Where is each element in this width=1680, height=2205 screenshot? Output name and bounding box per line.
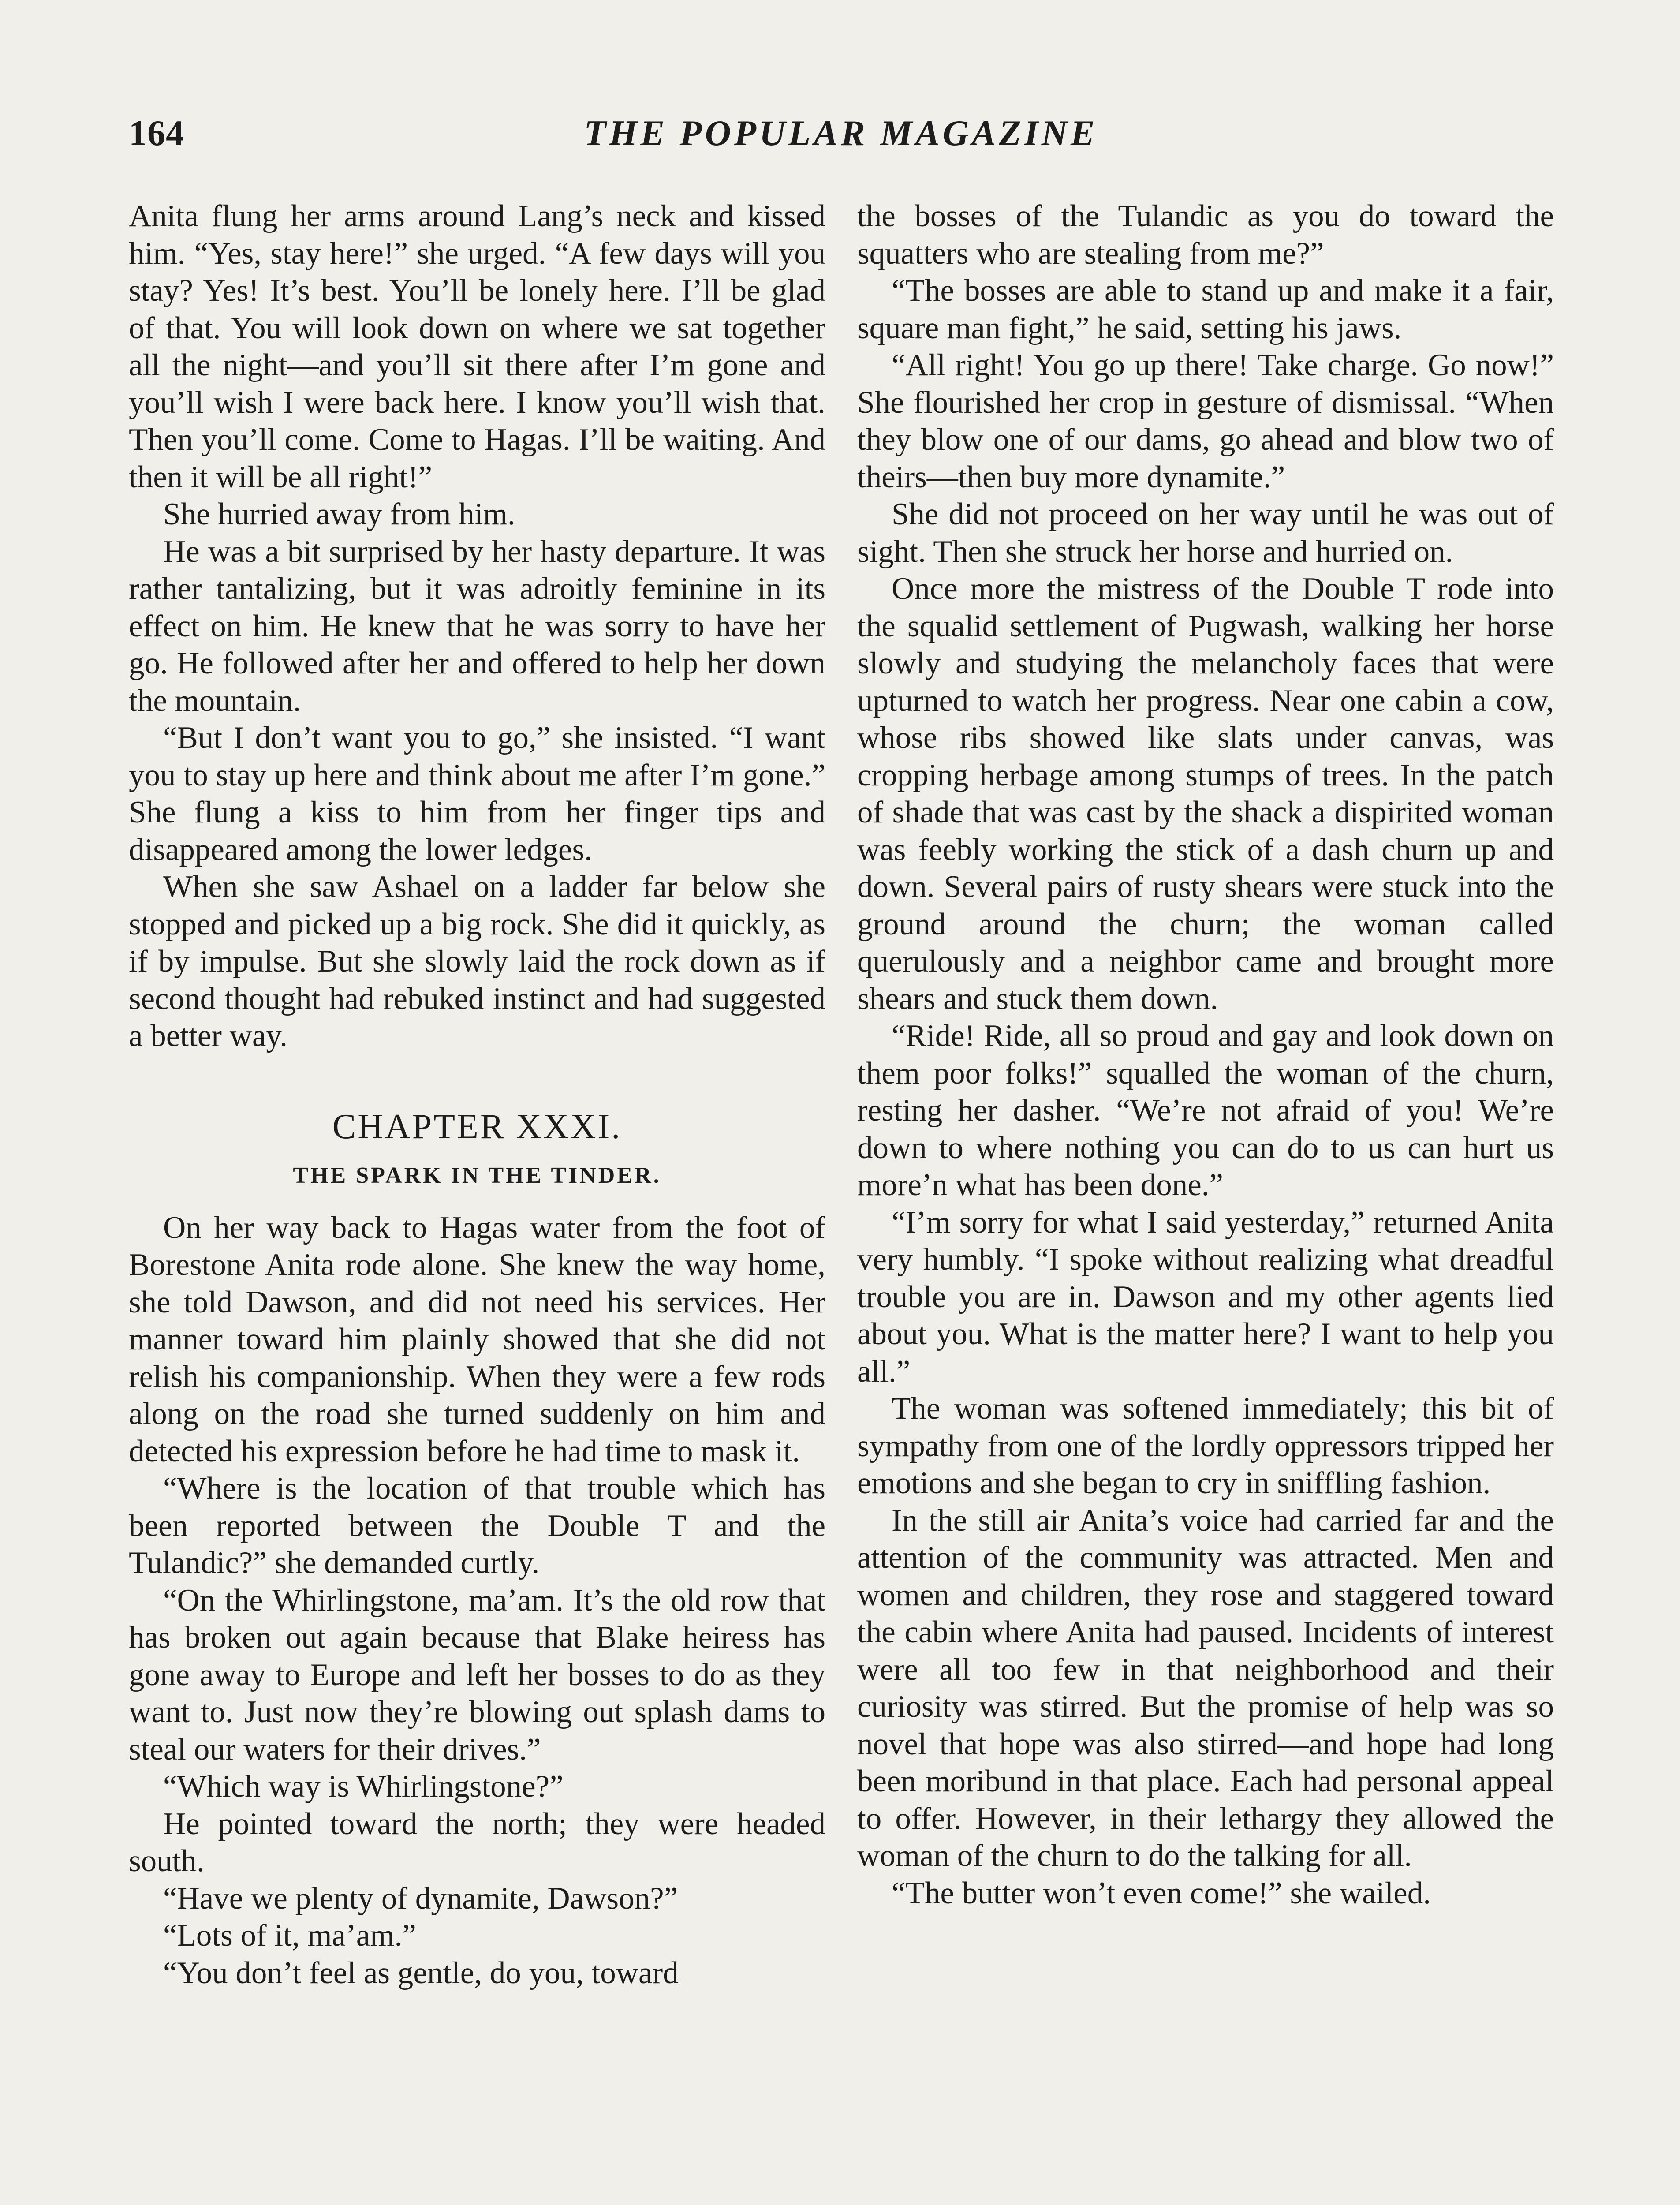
left-column	[129, 198, 825, 1992]
paragraph: Anita flung her arms around Lang’s neck and kissed him. “Yes, stay here!” she urged. “A few days will you stay? Yes! It’s best. You’ll be lonely here. I’ll be glad of that. You will look down on where we sat together all the night—and you’ll sit there after I’m gone and you’ll wish I were back here. I know you’ll wish that. Then you’ll come. Come to Hagas. I’ll be waiting. And then it will be all right!”	[129, 199, 825, 494]
paragraph: “Ride! Ride, all so proud and gay and look down on them poor folks!” squalled the woman of the churn, resting her dasher. “We’re not afraid of you! We’re down to where nothing you can do to us can hurt us more’n what has been done.”	[857, 1019, 1554, 1202]
paragraph: “Lots of it, ma’am.”	[163, 1918, 416, 1953]
right-column	[857, 198, 1554, 1912]
chapter-title: CHAPTER XXXI.	[332, 1107, 622, 1146]
paragraph: She did not proceed on her way until he was out of sight. Then she struck her horse and hurried on.	[857, 497, 1554, 569]
paragraph: When she saw Ashael on a ladder far below she stopped and picked up a big rock. She did it quickly, as if by impulse. But she slowly laid the rock down as if second thought had rebuked instinct and had suggested a better way.	[129, 870, 825, 1053]
running-header	[129, 112, 1553, 165]
paragraph: He pointed toward the north; they were headed south.	[129, 1806, 825, 1878]
paragraph: He was a bit surprised by her hasty departure. It was rather tantalizing, but it was adroitly feminine in its effect on him. He knew that he was sorry to have her go. He followed after her and offered to help her down the mountain.	[129, 534, 825, 718]
paragraph: In the still air Anita’s voice had carried far and the attention of the community was attracted. Men and women and children, they rose and staggered toward the cabin where Anita had paused. Incidents of interest were all too few in that neighborhood and their curiosity was stirred. But the promise of help was so novel that hope was also stirred—and hope had long been moribund in that place. Each had personal appeal to offer. However, in their lethargy they allowed the woman of the churn to do the talking for all.	[857, 1503, 1554, 1873]
paragraph: “The bosses are able to stand up and make it a fair, square man fight,” he said, setting his jaws.	[857, 273, 1554, 345]
paragraph: The woman was softened immediately; this bit of sympathy from one of the lordly oppressors tripped her emotions and she began to cry in sniffling fashion.	[857, 1391, 1554, 1500]
chapter-subtitle: THE SPARK IN THE TINDER.	[293, 1162, 661, 1188]
paragraph: “Which way is Whirlingstone?”	[163, 1769, 564, 1804]
paragraph: “I’m sorry for what I said yesterday,” returned Anita very humbly. “I spoke without realizing what dreadful trouble you are in. Dawson and my other agents lied about you. What is the matter here? I want to help you all.”	[857, 1205, 1554, 1389]
magazine-title: THE POPULAR MAGAZINE	[584, 113, 1098, 153]
paragraph: She hurried away from him.	[163, 497, 515, 531]
paragraph: Once more the mistress of the Double T rode into the squalid settlement of Pugwash, walking her horse slowly and studying the melancholy faces that were upturned to watch her progress. Near one cabin a cow, whose ribs showed like slats under canvas, was cropping herbage among stumps of trees. In the patch of shade that was cast by the shack a dispirited woman was feebly working the stick of a dash churn up and down. Several pairs of rusty shears were stuck into the ground around the churn; the woman called querulously and a neighbor came and brought more shears and stuck them down.	[857, 572, 1554, 1016]
paragraph: “Have we plenty of dynamite, Dawson?”	[163, 1881, 678, 1916]
paragraph: “Where is the location of that trouble which has been reported between the Double T and the Tulandic?” she demanded curtly.	[129, 1471, 825, 1580]
page-number: 164	[129, 113, 184, 153]
paragraph: On her way back to Hagas water from the foot of Borestone Anita rode alone. She knew the way home, she told Dawson, and did not need his services. Her manner toward him plainly showed that she did not relish his companionship. When they were a few rods along on the road she turned suddenly on him and detected his expression before he had time to mask it.	[129, 1210, 825, 1469]
paragraph: “All right! You go up there! Take charge. Go now!” She flourished her crop in gesture of dismissal. “When they blow one of our dams, go ahead and blow two of theirs—then buy more dynamite.”	[857, 348, 1554, 494]
paragraph: “On the Whirlingstone, ma’am. It’s the old row that has broken out again because that Blake heiress has gone away to Europe and left her bosses to do as they want to. Just now they’re blowing out splash dams to steal our waters for their drives.”	[129, 1583, 825, 1767]
paragraph: “But I don’t want you to go,” she insisted. “I want you to stay up here and think about me after I’m gone.” She flung a kiss to him from her finger tips and disappeared among the lower ledges.	[129, 721, 825, 867]
paragraph: “The butter won’t even come!” she wailed.	[892, 1876, 1431, 1910]
paragraph: the bosses of the Tulandic as you do toward the squatters who are stealing from me?”	[857, 199, 1554, 271]
paragraph: “You don’t feel as gentle, do you, toward	[163, 1955, 679, 1990]
